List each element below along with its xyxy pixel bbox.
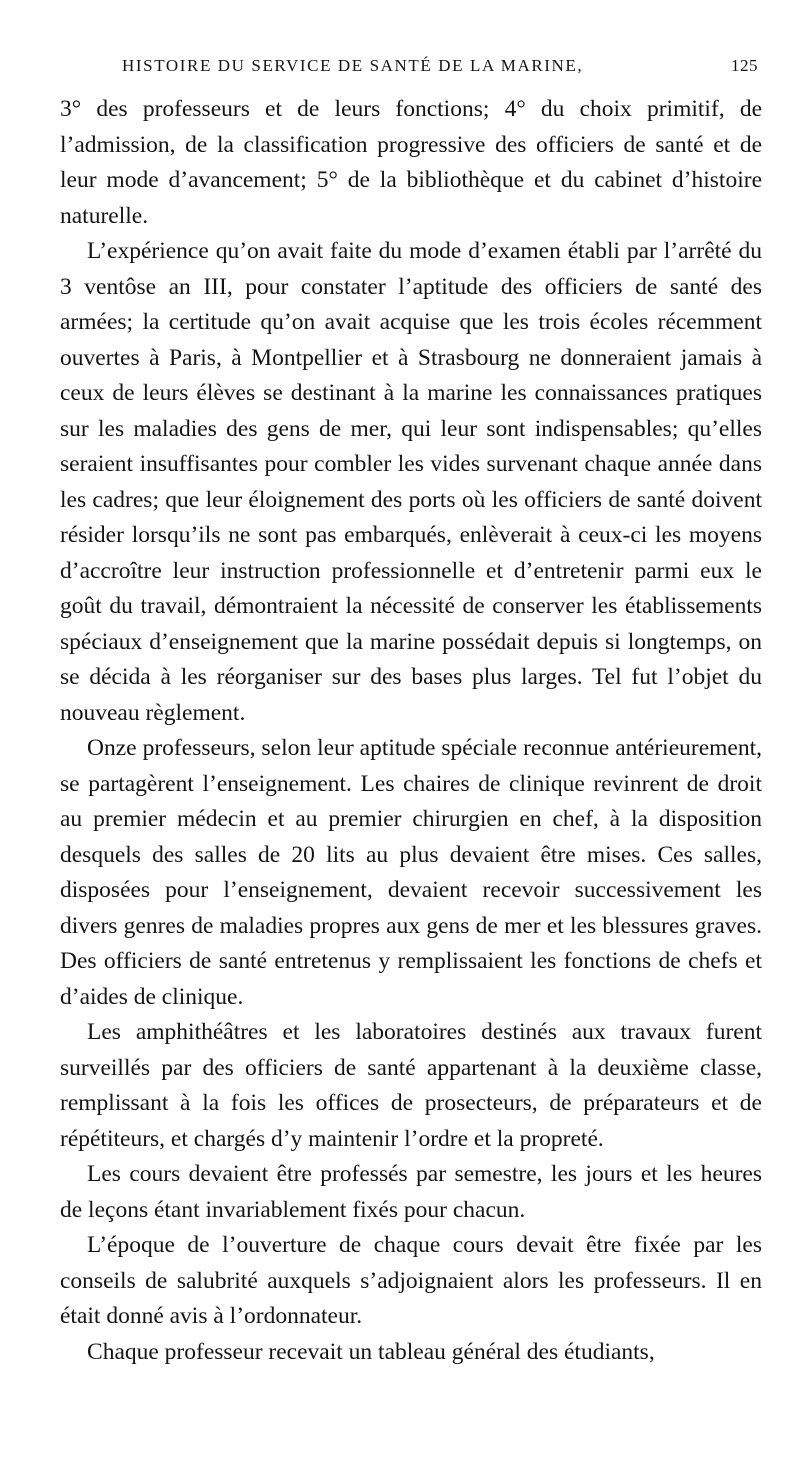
page-body [60,92,762,1370]
paragraph: Les amphithéâtres et les laboratoires destinés aux travaux furent surveillés par des officiers de santé appartenant à la deuxième classe, remplissant à la fois les offices de prosecteurs, de préparateurs et de répétiteurs, et chargés d’y maintenir l’ordre et la propreté. [60,1019,762,1152]
paragraph: L’époque de l’ouverture de chaque cours devait être fixée par les conseils de salubrité auxquels s’adjoignaient alors les professeurs. Il en était donné avis à l’ordonnateur. [60,1232,762,1329]
paragraph: Onze professeurs, selon leur aptitude spéciale reconnue antérieurement, se partagèrent l’enseignement. Les chaires de clinique revinrent de droit au premier médecin et au premier chirurgien en chef, à la disposition desquels des salles de 20 lits au plus devaient être mises. Ces salles, disposées pour l’enseignement, devaient recevoir successivement les divers genres de maladies propres aux gens de mer et les blessures graves. Des officiers de santé entretenus y remplissaient les fonctions de chefs et d’aides de clinique. [60,735,762,1010]
paragraph: Chaque professeur recevait un tableau général des étudiants, [87,1338,655,1365]
paragraph: L’expérience qu’on avait faite du mode d’examen établi par l’arrêté du 3 ventôse an III, pour constater l’aptitude des officiers de santé des armées; la certitude qu’on avait acquise que les trois écoles récemment ouvertes à Paris, à Montpellier et à Strasbourg ne donneraient jamais à ceux de leurs élèves se destinant à la marine les connaissances pratiques sur les maladies des gens de mer, qui leur sont indispensables; qu’elles seraient insuffisantes pour combler les vides survenant chaque année dans les cadres; que leur éloignement des ports où les officiers de santé doivent résider lorsqu’ils ne sont pas embarqués, enlèverait à ceux-ci les moyens d’accroître leur instruction professionnelle et d’entretenir parmi eux le goût du travail, démontraient la nécessité de conserver les établissements spéciaux d’enseignement que la marine possédait depuis si longtemps, on se décida à les réorganiser sur des bases plus larges. Tel fut l’objet du nouveau règlement. [60,238,762,726]
paragraph: Les cours devaient être professés par semestre, les jours et les heures de leçons étant invariablement fixés pour chacun. [60,1161,762,1223]
paragraph-continued: 3° des professeurs et de leurs fonctions; 4° du choix primitif, de l’admission, de la classification progressive des officiers de santé et de leur mode d’avancement; 5° de la bibliothèque et du cabinet d’histoire naturelle. [60,96,762,229]
page-number: 125 [731,56,758,75]
running-title: HISTOIRE DU SERVICE DE SANTÉ DE LA MARINE, [122,56,584,75]
running-head [60,56,762,86]
